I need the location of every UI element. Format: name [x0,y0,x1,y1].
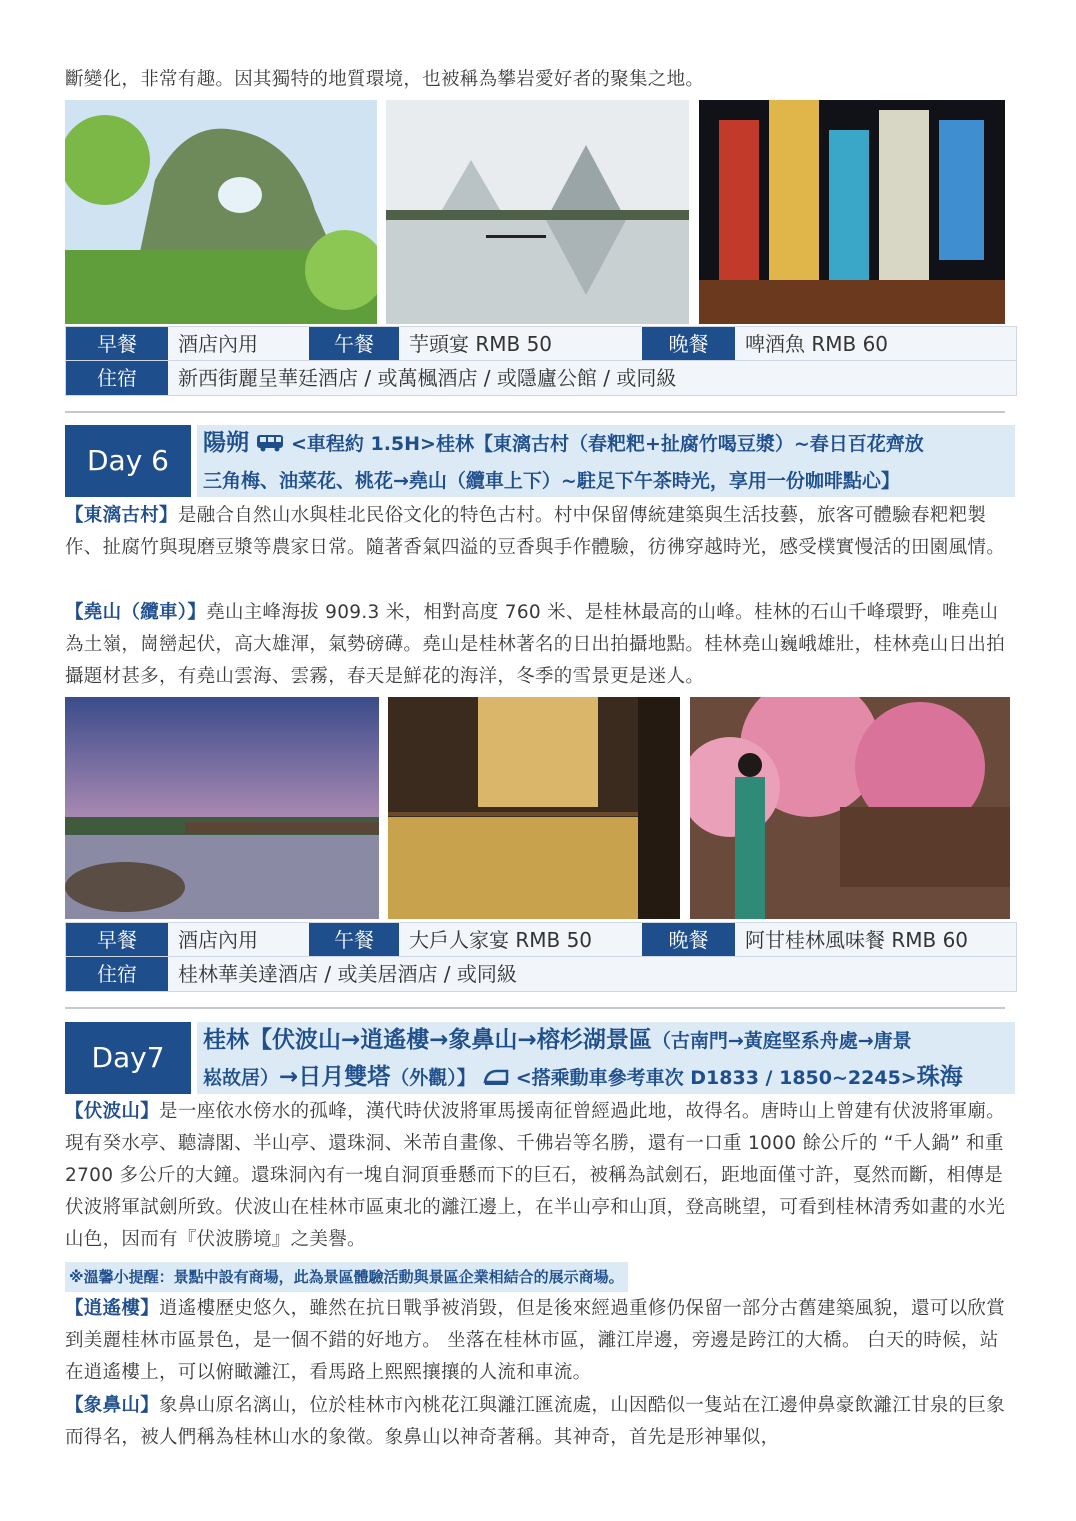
day7-paragraph-elephant [65,1390,1013,1454]
day7-title-part: 桂林【伏波山→逍遙樓→象鼻山→榕杉湖景區 [203,1027,652,1053]
lunch-label: 午餐 [309,923,399,957]
paragraph-heading: 【逍遙樓】 [65,1298,160,1319]
day6-header [65,425,1015,497]
dinner-value: 阿甘桂林風味餐 RMB 60 [735,923,1016,957]
day6-title-part: （春粑粑+扯腐竹喝豆漿） [568,433,794,455]
paragraph-body: 是一座依水傍水的孤峰，漢代時伏波將軍馬援南征曾經過此地，故得名。唐時山上曾建有伏波將軍廟。現有癸水亭、聽濤閣、半山亭、還珠洞、米芾自畫像、千佛岩等名勝，還有一口重 1000 餘公斤的 “千人鍋” 和重 2700 多公斤的大鐘。還珠洞內有一塊自洞頂垂懸而下的巨石，被稱為試劍石，距地面僅寸許，戛然而斷，相傳是伏波將軍試劍所致。伏波山在桂林市區東北的灕江邊上，在半山亭和山頂，登高眺望，可看到桂林清秀如畫的水光山色，因而有『伏波勝境』之美譽。 [65,1101,1006,1250]
day6-title-part: 陽朔 [203,430,249,456]
day6-title-part: （纜車上下）~駐足下午茶時光，享用一份咖啡點心】 [446,470,900,492]
breakfast-value: 酒店內用 [168,327,309,361]
reminder-note: ※溫馨小提醒：景點中設有商場，此為景區體驗活動與景區企業相結合的展示商場。 [65,1262,628,1292]
day7-label: Day7 [65,1022,191,1094]
intro-text: 斷變化，非常有趣。因其獨特的地質環境，也被稱為攀岩愛好者的聚集之地。 [65,69,705,90]
tofu-skin-drying-photo [388,697,680,919]
paragraph-heading: 【東漓古村】 [65,505,178,526]
day7-title-part: →日月雙塔 [279,1064,391,1090]
lunch-label: 午餐 [309,327,399,361]
day6-title [197,425,1015,497]
meal-table-day5 [65,326,1017,396]
breakfast-label: 早餐 [66,923,168,957]
breakfast-value: 酒店內用 [168,923,309,957]
day7-title-part: （外觀）】 [390,1067,476,1089]
hotel-label: 住宿 [66,957,168,991]
day6-paragraph-village [65,500,1013,564]
day7-paragraph-xiaoyao [65,1293,1013,1389]
peach-blossom-photo [690,697,1010,919]
day7-title-part: 珠海 [916,1064,963,1090]
bus-icon [256,434,284,452]
meal-table-day6 [65,922,1017,992]
divider [65,411,1005,413]
day6-label: Day 6 [65,425,191,497]
hotel-label: 住宿 [66,361,168,395]
hotel-value: 桂林華美達酒店 / 或美居酒店 / 或同級 [168,957,1016,991]
day6-title-part: ~春日百花齊放 [793,433,924,455]
day6-title-part: <車程約 1.5H>桂林【東漓古村 [290,433,569,455]
day7-title-part: （古南門→黃庭堅系舟處→唐景 [651,1030,912,1052]
lunch-value: 大戶人家宴 RMB 50 [399,923,642,957]
train-icon [483,1068,509,1086]
paragraph-body: 是融合自然山水與桂北民俗文化的特色古村。村中保留傳統建築與生活技藝，旅客可體驗春粑粑製作、扯腐竹與現磨豆漿等農家日常。隨著香氣四溢的豆香與手作體驗，彷彿穿越時光，感受樸實慢活的田園風情。 [65,505,1006,558]
breakfast-label: 早餐 [66,327,168,361]
river-fisherman-photo [386,100,689,324]
day6-title-part: 三角梅、油菜花、桃花→堯山 [203,470,447,492]
day6-paragraph-yaoshan [65,597,1013,693]
dinner-label: 晚餐 [642,327,735,361]
day7-title-part: <搭乘動車參考車次 D1833 / 1850~2245> [515,1067,917,1089]
day7-title-part: 崧故居） [203,1067,280,1089]
divider [65,1007,1005,1009]
hotel-value: 新西街麗呈華廷酒店 / 或萬楓酒店 / 或隱廬公館 / 或同級 [168,361,1016,395]
lunch-value: 芋頭宴 RMB 50 [399,327,642,361]
paragraph-heading: 【伏波山】 [65,1101,160,1122]
day7-header [65,1022,1015,1094]
day7-paragraph-fubo [65,1096,1013,1256]
paragraph-heading: 【象鼻山】 [65,1395,160,1416]
paragraph-body: 堯山主峰海拔 909.3 米，相對高度 760 米、是桂林最高的山峰。桂林的石山千峰環野，唯堯山為土嶺，崗巒起伏，高大雄渾，氣勢磅礡。堯山是桂林著名的日出拍攝地點。桂林堯山巍峨雄壯，桂林堯山日出拍攝題材甚多，有堯山雲海、雲霧，春天是鮮花的海洋，冬季的雪景更是迷人。 [65,602,1006,687]
dinner-value: 啤酒魚 RMB 60 [735,327,1016,361]
paragraph-body: 逍遙樓歷史悠久，雖然在抗日戰爭被消毀，但是後來經過重修仍保留一部分古舊建築風貌，還可以欣賞到美麗桂林市區景色，是一個不錯的好地方。 坐落在桂林市區，灕江岸邊，旁邊是跨江的大橋。 白天的時候，站在逍遙樓上，可以俯瞰灕江，看馬路上熙熙攘攘的人流和車流。 [65,1298,1006,1383]
dinner-label: 晚餐 [642,923,735,957]
paragraph-heading: 【堯山（纜車）】 [65,602,207,623]
paragraph-body: 象鼻山原名漓山，位於桂林市內桃花江與灕江匯流處，山因酷似一隻站在江邊伸鼻豪飲灕江甘泉的巨象而得名，被人們稱為桂林山水的象徵。象鼻山以神奇著稱。其神奇，首先是形神畢似， [65,1395,1006,1448]
bridge-sunset-photo [65,697,379,919]
day7-title [197,1022,1015,1094]
moon-hill-photo [65,100,377,324]
colorful-cave-photo [699,100,1005,324]
